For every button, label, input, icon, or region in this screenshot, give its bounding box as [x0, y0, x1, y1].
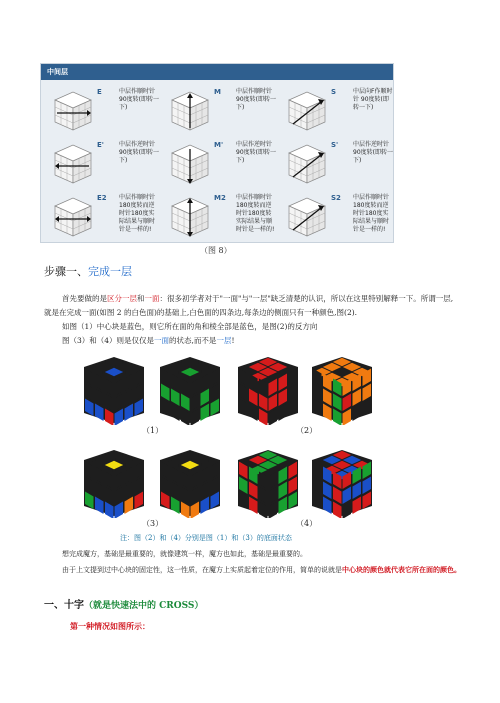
p1-e: ：很多初学者对于"一面"与"一层"缺乏清楚的认识，所以在这里特别解释一下。所谓一层,就是在完成一面(如图 2 的白色面)的基础上,白色面的四条边,每条边的侧面只有一种颜色,图(2).: [44, 294, 454, 317]
caption-4: （4）: [296, 519, 318, 528]
p1-c: 和: [137, 294, 145, 303]
move-description: 中层作逆时针90度转(即转一下): [236, 141, 276, 164]
p1-a: 首先要做的是: [62, 294, 107, 303]
cube-3: [238, 357, 298, 425]
section-note: （就是快速法中的 CROSS）: [84, 601, 204, 611]
cube-8: [312, 450, 372, 518]
caption-2: （2）: [296, 426, 318, 435]
move-cell: [43, 135, 160, 188]
cube-6: [160, 450, 220, 518]
move-code: S2: [331, 194, 341, 202]
move-cell: [160, 135, 277, 188]
move-description: 中层作顺时针180度转而逆时针180度实际结果与顺时针是一样的!: [119, 194, 156, 233]
section-title: 一、十字: [44, 600, 84, 611]
move-cell: [277, 135, 394, 188]
move-description: 中层作逆时针90度转(即转一下): [119, 141, 159, 164]
move-cell: [277, 188, 394, 241]
paragraph-4: 想完成魔方，基础是最重要的，就像建筑一样，魔方也如此，基础是最重要的。: [62, 550, 307, 558]
table-header: 中间层: [41, 64, 393, 80]
cube-diagram-icon: [47, 139, 93, 185]
p5-b: 中心块的颜色就代表它所在面的颜色。: [342, 565, 461, 574]
move-code: S': [331, 141, 339, 149]
section-heading: [44, 596, 203, 611]
move-code: M: [214, 88, 221, 96]
middle-layer-table: [40, 63, 394, 243]
paragraph-3: [62, 334, 462, 348]
move-cell: [43, 188, 160, 241]
move-description: 中层作顺时针180度转而逆时针180度实际结果与顺时针是一样的!: [353, 194, 390, 233]
cube-diagram-icon: [47, 86, 93, 132]
move-description: 中层作顺时针180度转而逆时针180度转实际结果与顺时针是一样的!: [236, 194, 275, 233]
figure-8-caption: （图 8）: [200, 246, 232, 255]
move-cell: [160, 82, 277, 135]
move-code: E2: [97, 194, 107, 202]
step-prefix: 步骤一、: [44, 265, 88, 278]
p3-e: !: [231, 336, 235, 345]
cube-diagram-icon: [164, 139, 210, 185]
note-text: 注：图（2）和（4）分别是图（1）和（3）的底面状态: [120, 534, 292, 542]
cube-2: [160, 357, 220, 425]
paragraph-1: [44, 292, 454, 320]
p3-c: 的状态,而不是: [169, 336, 217, 345]
cube-7: [238, 450, 298, 518]
move-code: E: [97, 88, 102, 96]
cube-diagram-icon: [164, 192, 210, 238]
move-code: S: [331, 88, 337, 96]
figure-note: [120, 533, 292, 543]
paragraph-2: 如图（1）中心块是蓝色，则它所在面的角和棱全部是蓝色，是图(2)的反方向: [62, 322, 318, 331]
caption-3: （3）: [142, 519, 164, 528]
cube-5: [84, 450, 144, 518]
cube-diagram-icon: [281, 86, 327, 132]
move-cell: [277, 82, 394, 135]
step-heading: [44, 263, 132, 279]
paragraph-5: [62, 563, 462, 577]
cube-1: [84, 357, 144, 425]
move-description: 中层作顺时针90度转(即转一下): [119, 88, 159, 111]
move-code: M': [214, 141, 224, 149]
move-cell: [160, 188, 277, 241]
move-description: 中层作顺时针90度转(即转一下): [236, 88, 276, 111]
p1-d: 一面: [144, 294, 160, 303]
p1-b: 区分一层: [107, 294, 137, 303]
step-title: 完成一层: [88, 265, 132, 278]
move-description: 中层向F作顺时针 90度转(即转一下): [353, 88, 393, 111]
subheading: 第一种情况如图所示：: [70, 621, 150, 631]
move-description: 中层作逆时针 90度转(即转一下): [353, 141, 393, 164]
move-code: E': [97, 141, 104, 149]
move-cell: [43, 82, 160, 135]
cube-diagram-icon: [281, 139, 327, 185]
cubes-row-1: [80, 355, 380, 425]
p3-d: 一层: [216, 336, 232, 345]
cubes-row-2: [80, 448, 380, 518]
move-code: M2: [214, 194, 226, 202]
cube-diagram-icon: [281, 192, 327, 238]
caption-1: （1）: [142, 426, 164, 435]
cube-diagram-icon: [47, 192, 93, 238]
p3-a: 图（3）和（4）则是仅仅是: [62, 336, 155, 345]
p5-a: 由于上文提到过中心块的固定性，这一性质，在魔方上实质起着定位的作用，简单的说就是: [62, 566, 342, 574]
cube-diagram-icon: [164, 86, 210, 132]
p3-b: 一面: [154, 336, 170, 345]
cube-4: [312, 357, 372, 425]
